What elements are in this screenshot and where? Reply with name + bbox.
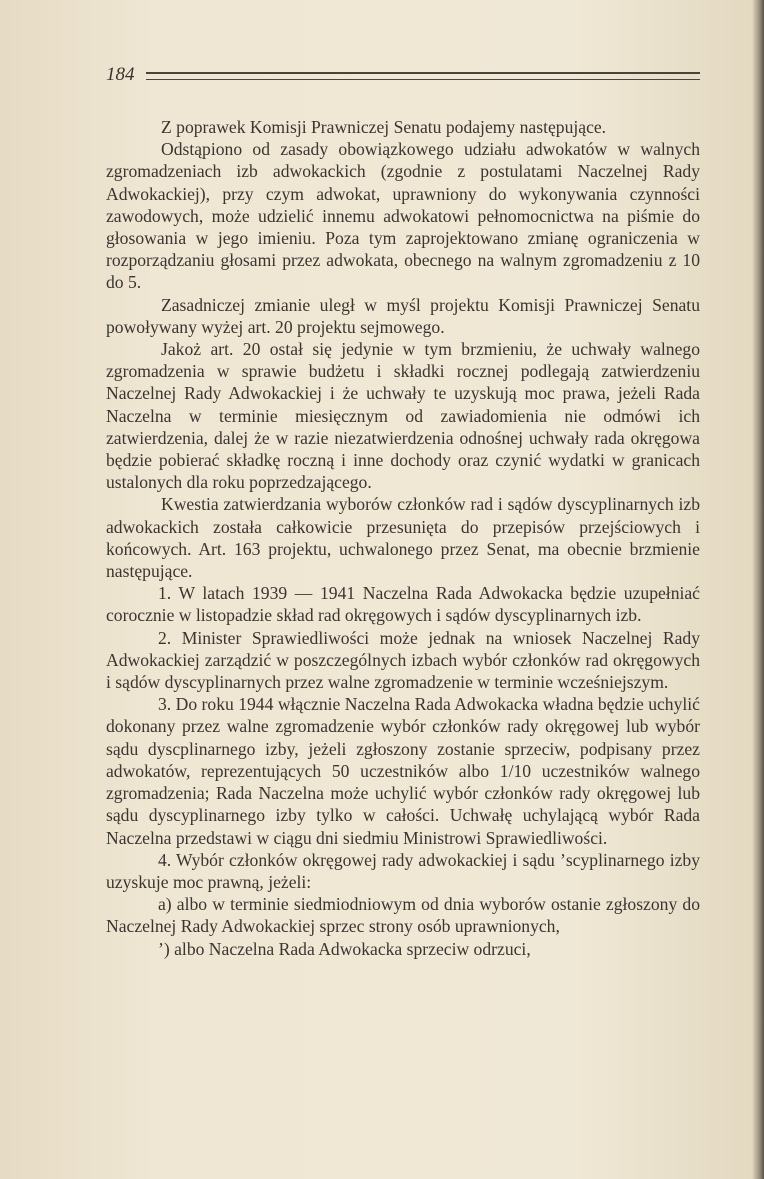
paragraph-attendance: Odstąpiono od zasady obowiązkowego udziału adwokatów w walnych zgromadzeniach izb adwokackich (zgodnie z postulatami Naczelnej Rady Adwokackiej), przy czym adwokat, uprawniony do wykonywania czynności zawodowych, może udzielić innemu adwokatowi pełnomocnictwa na piśmie do głosowania w jego imieniu. Poza tym zaprojektowano zmianę ograniczenia w rozporządzaniu głosami przez adwokata, obecnego na walnym zgromadzeniu z 10 do 5.: [106, 139, 700, 293]
paragraph-intro: Z poprawek Komisji Prawniczej Senatu podajemy następujące.: [161, 117, 607, 137]
list-item-4: 4. Wybór członków okręgowej rady adwokackiej i sądu ʼscyplinarnego izby uzyskuje moc prawną, jeżeli:: [106, 849, 700, 892]
page-number: 184: [106, 64, 135, 85]
list-item-2: 2. Minister Sprawiedliwości może jednak na wniosek Naczelnej Rady Adwokackiej zarządzić w poszczególnych izbach wybór członków rad okręgowych i sądów dyscyplinarnych przez walne zgromadzenie w terminie wcześniejszym.: [106, 627, 700, 693]
paragraph-art163-intro: Kwestia zatwierdzania wyborów członków rad i sądów dyscyplinarnych izb adwokackich została całkowicie przesunięta do przepisów przejściowych i końcowych. Art. 163 projektu, uchwalonego przez Senat, ma obecnie brzmienie następujące.: [106, 494, 700, 582]
paragraph-art20-text: Jakoż art. 20 ostał się jedynie w tym brzmieniu, że uchwały walnego zgromadzenia w sprawie budżetu i składki rocznej podlegają zatwierdzeniu Naczelnej Rady Adwokackiej i że uchwały te uzyskują moc prawa, jeżeli Rada Naczelna w terminie miesięcznym od zawiadomienia nie odmówi ich zatwierdzenia, dalej że w razie niezatwierdzenia odnośnej uchwały rada okręgowa będzie pobierać składkę roczną i inne dochody oraz czynić wydatki w granicach ustalonych dla roku poprzedzającego.: [106, 339, 700, 493]
page-header: [106, 64, 700, 88]
sub-item-a: a) albo w terminie siedmiodniowym od dnia wyborów ostanie zgłoszony do Naczelnej Rady Adwokackiej sprzec strony osób uprawnionych,: [106, 894, 700, 937]
sub-item-b: ʼ) albo Naczelna Rada Adwokacka sprzeciw odrzuci,: [158, 938, 531, 959]
paragraph-art20-change: Zasadniczej zmianie uległ w myśl projektu Komisji Prawniczej Senatu powoływany wyżej art. 20 projektu sejmowego.: [106, 294, 700, 337]
header-rule: [146, 72, 700, 80]
page-spine-shadow: [752, 0, 764, 1179]
list-item-3: 3. Do roku 1944 włącznie Naczelna Rada Adwokacka władna będzie uchylić dokonany przez walne zgromadzenie wybór członków rady okręgowej lub wybór sądu dyscplinarnego izby, jeżeli zgłoszony zostanie sprzeciw, podpisany przez adwokatów, reprezentujących 50 uczestników albo 1/10 uczestników walnego zgromadzenia; Rada Naczelna może uchylić wybór członków rady okręgowej lub sądu dyscyplinarnego izby tylko w całości. Uchwałę uchylającą wybór Rada Naczelna przedstawi w ciągu dni siedmiu Ministrowi Sprawiedliwości.: [106, 694, 700, 848]
list-item-1: 1. W latach 1939 — 1941 Naczelna Rada Adwokacka będzie uzupełniać corocznie w listopadzie skład rad okręgowych i sądów dyscyplinarnych izb.: [106, 583, 700, 626]
body-text: [106, 116, 700, 960]
